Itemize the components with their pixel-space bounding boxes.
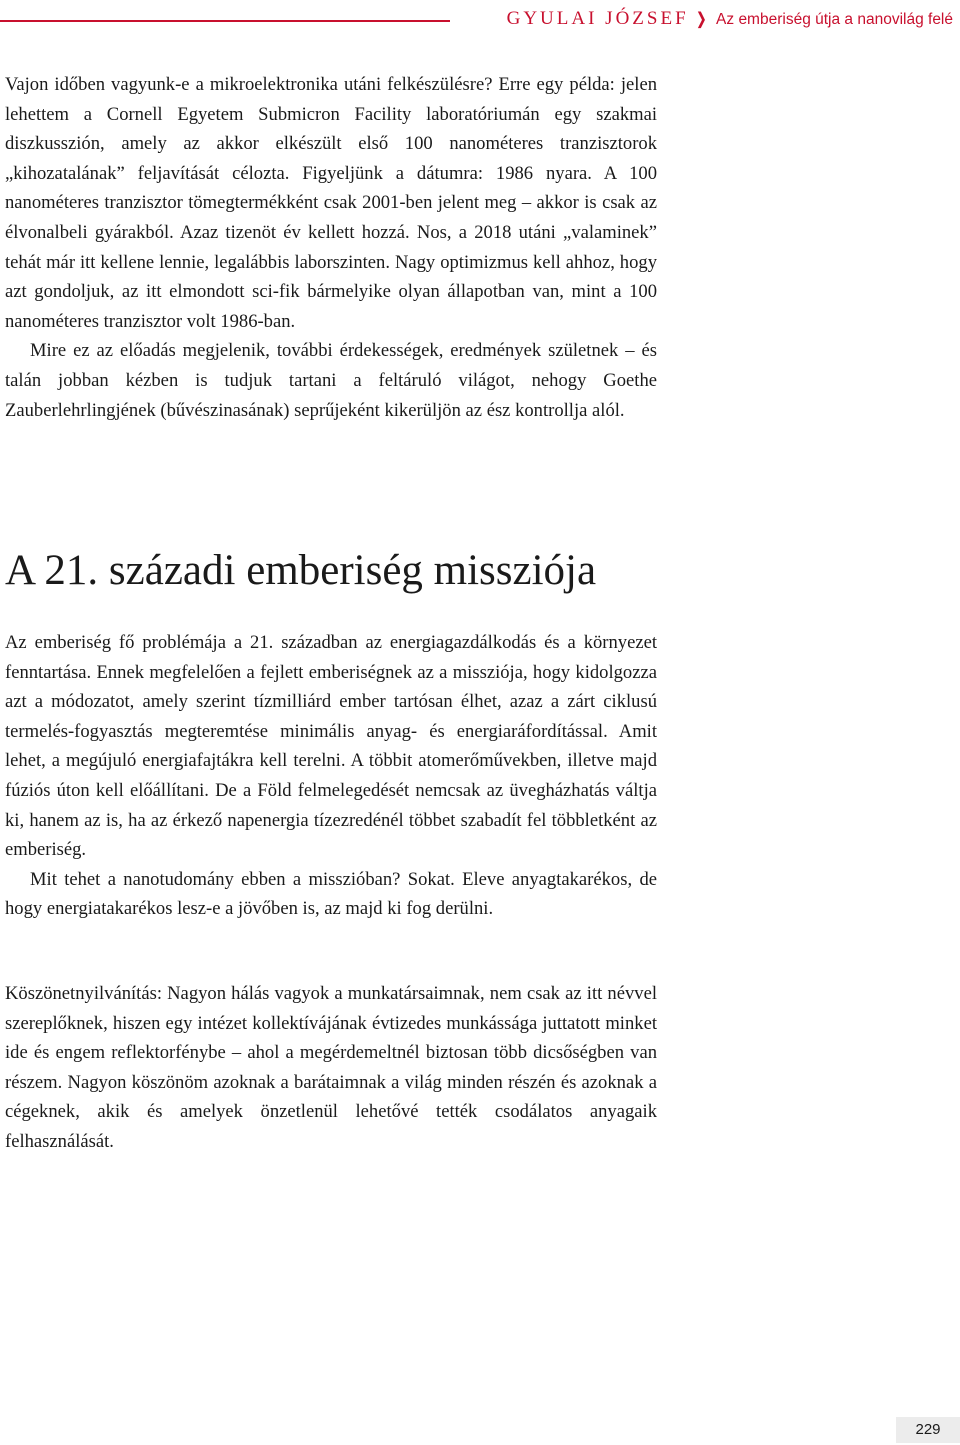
body-paragraph: Vajon időben vagyunk-e a mikroelektronika utáni felkészülésre? Erre egy példa: jelen lehettem a Cornell Egyetem Submicron Facility laboratóriumán egy szakmai diszkusszión, amely az akkor elkészült első 100 nanométeres tranzisztorok „kihozatalának” feljavítását célozta. Figyeljünk a dátumra: 1986 nyara. A 100 nanométeres tranzisztor tömegtermékként csak 2001-ben jelent meg – akkor is csak az élvonalbeli gyárakból. Azaz tizenöt év kellett hozzá. Nos, a 2018 utáni „valaminek” tehát már itt kellene lennie, legalábbis laborszinten. Nagy optimizmus kell ahhoz, hogy azt gondoljuk, az itt elmondott sci-fik bármelyike olyan állapotban van, mint a 100 nanométeres tranzisztor volt 1986-ban. bbox=[5, 74, 657, 332]
acknowledgement-paragraph: Köszönetnyilvánítás: Nagyon hálás vagyok a munkatársaimnak, nem csak az itt névvel szereplőknek, hiszen egy intézet kollektívájának évtizedes munkássága juttatott minket ide és engem reflektorfénybe – ahol a megérdemeltnél biztosan több dicsőségben van részem. Nagyon köszönöm azoknak a barátaimnak a világ minden részén és azoknak a cégeknek, akik és amelyek önzetlenül lehetővé tették csodálatos anyagaik felhasználását. bbox=[5, 983, 657, 1152]
mission-section bbox=[5, 628, 657, 924]
header-separator-icon: ❭ bbox=[694, 11, 709, 28]
body-paragraph: Az emberiség fő problémája a 21. században az energiagazdálkodás és a környezet fenntartása. Ennek megfelelően a fejlett emberiségnek az a missziója, hogy kidolgozza azt a módozatot, amely szerint tízmilliárd ember tartósan élhet, azaz a zárt ciklusú termelés-fogyasztás megteremtése minimális anyag- és energiaráfordítással. Amit lehet, a megújuló energiafajtákra kell terelni. A többit atomerőművekben, illetve majd fúziós úton kell előállítani. De a Föld felmelegedését nemcsak az üvegházhatás váltja ki, hanem az is, ha az érkező napenergia tízezredénél többet szabadít fel többletként az emberiség. bbox=[5, 632, 657, 861]
header-book-title: Az emberiség útja a nanovilág felé bbox=[716, 11, 953, 28]
running-header bbox=[0, 4, 960, 30]
page-number: 229 bbox=[896, 1417, 960, 1443]
intro-section bbox=[5, 70, 657, 425]
body-paragraph: Mit tehet a nanotudomány ebben a misszióban? Sokat. Eleve anyagtakarékos, de hogy energiatakarékos lesz-e a jövőben is, az majd ki fog derülni. bbox=[5, 868, 657, 920]
section-heading: A 21. századi emberiség missziója bbox=[5, 547, 597, 594]
acknowledgement-section bbox=[5, 979, 657, 1157]
header-author: GYULAI JÓZSEF bbox=[506, 8, 689, 29]
body-paragraph: Mire ez az előadás megjelenik, további érdekességek, eredmények születnek – és talán jobban kézben is tudjuk tartani a feltáruló világot, nehogy Goethe Zauberlehrlingjének (bűvészinasának) seprűjeként kikerüljön az ész kontrollja alól. bbox=[5, 340, 657, 421]
header-text bbox=[507, 6, 953, 33]
header-rule bbox=[0, 20, 450, 22]
